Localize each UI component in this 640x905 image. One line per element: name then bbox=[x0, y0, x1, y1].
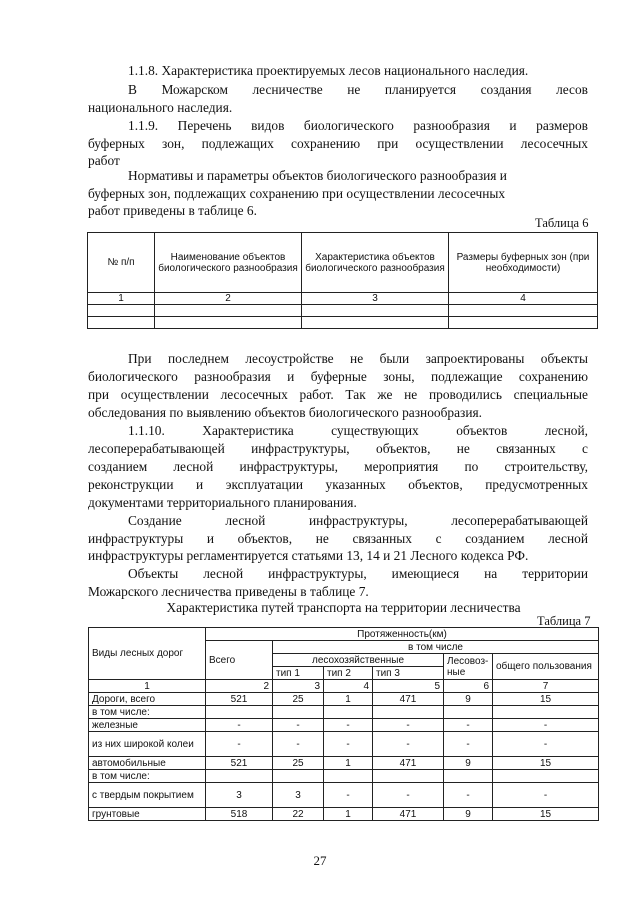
table-row bbox=[89, 757, 599, 770]
table7-h-length: Протяженность(км) bbox=[206, 628, 599, 641]
length-cell: 1 bbox=[324, 693, 373, 706]
table7-h-total: Всего bbox=[206, 641, 273, 680]
length-cell: 9 bbox=[444, 693, 493, 706]
length-cell: - bbox=[444, 783, 493, 808]
sec1110-line1: 1.1.10. Характеристика существующих объектов лесной, bbox=[128, 423, 588, 438]
table6-index-row bbox=[88, 293, 598, 305]
length-cell bbox=[273, 706, 324, 719]
table7-h-lesovoz: Лесовоз-ные bbox=[444, 654, 493, 680]
table7-idx: 3 bbox=[273, 680, 324, 693]
sec119-line1: 1.1.9. Перечень видов биологического разнообразия и размеров bbox=[128, 118, 588, 133]
sec1110-line2: лесоперерабатывающей инфраструктуры, объектов, не связанных с bbox=[88, 441, 588, 456]
length-cell: - bbox=[324, 719, 373, 732]
length-cell: 1 bbox=[324, 757, 373, 770]
sec1110-line4: реконструкции и эксплуатации указанных объектов, предусмотренных bbox=[88, 477, 588, 492]
creation-line1: Создание лесной инфраструктуры, лесоперерабатывающей bbox=[128, 513, 588, 528]
length-cell: 15 bbox=[493, 808, 599, 821]
length-cell bbox=[324, 770, 373, 783]
length-cell: 471 bbox=[373, 757, 444, 770]
length-cell: - bbox=[493, 783, 599, 808]
table-row bbox=[89, 693, 599, 706]
road-kind-cell: с твердым покрытием bbox=[89, 783, 206, 808]
length-cell bbox=[273, 770, 324, 783]
road-kind-cell: Дороги, всего bbox=[89, 693, 206, 706]
road-kind-cell: грунтовые bbox=[89, 808, 206, 821]
sec118-line3: национального наследия. bbox=[88, 100, 233, 115]
length-cell bbox=[373, 770, 444, 783]
table7-idx: 4 bbox=[324, 680, 373, 693]
sec119-line3: работ bbox=[88, 153, 120, 168]
length-cell bbox=[493, 770, 599, 783]
length-cell bbox=[444, 706, 493, 719]
inventory-line3: при осуществлении лесосечных работ. Так же не проводились специальные bbox=[88, 387, 588, 402]
table6-h-name: Наименование объектов биологического разнообразия bbox=[155, 233, 302, 293]
road-kind-cell: в том числе: bbox=[89, 706, 206, 719]
length-cell: 521 bbox=[206, 757, 273, 770]
road-kind-cell: из них широкой колеи bbox=[89, 732, 206, 757]
length-cell: - bbox=[373, 783, 444, 808]
length-cell: 471 bbox=[373, 808, 444, 821]
length-cell: - bbox=[206, 719, 273, 732]
table7-h-type3: тип 3 bbox=[373, 667, 444, 680]
table7-h-forestry: лесохозяйственные bbox=[273, 654, 444, 667]
inventory-line4: обследования по выявлению объектов биологического разнообразия. bbox=[88, 405, 483, 420]
length-cell: - bbox=[324, 783, 373, 808]
creation-line3: инфраструктуры регламентируется статьями 13, 14 и 21 Лесного кодекса РФ. bbox=[88, 548, 529, 563]
length-cell: - bbox=[493, 732, 599, 757]
length-cell: 3 bbox=[206, 783, 273, 808]
length-cell bbox=[324, 706, 373, 719]
table7-header-row1 bbox=[89, 628, 599, 641]
sec119-line2: буферных зон, подлежащих сохранению при осуществлении лесосечных bbox=[88, 136, 588, 151]
table7-h-common: общего пользования bbox=[493, 654, 599, 680]
creation-line2: инфраструктуры и объектов, не связанных с созданием лесной bbox=[88, 531, 588, 546]
length-cell: 518 bbox=[206, 808, 273, 821]
length-cell: 15 bbox=[493, 757, 599, 770]
table-row bbox=[89, 719, 599, 732]
table6-idx-4: 4 bbox=[449, 293, 598, 305]
table-row bbox=[89, 808, 599, 821]
length-cell bbox=[206, 706, 273, 719]
inventory-line1: При последнем лесоустройстве не были запроектированы объекты bbox=[128, 351, 588, 366]
length-cell bbox=[493, 706, 599, 719]
length-cell: 15 bbox=[493, 693, 599, 706]
table-row bbox=[89, 770, 599, 783]
length-cell bbox=[444, 770, 493, 783]
table7-label: Таблица 7 bbox=[537, 614, 591, 628]
table6-idx-2: 2 bbox=[155, 293, 302, 305]
length-cell: - bbox=[493, 719, 599, 732]
length-cell: 9 bbox=[444, 757, 493, 770]
sec1110-line3: созданием лесной инфраструктуры, мероприятия по строительству, bbox=[88, 459, 588, 474]
sec118-line2: В Можарском лесничестве не планируется создания лесов bbox=[128, 82, 588, 97]
length-cell: - bbox=[324, 732, 373, 757]
table6-header-row bbox=[88, 233, 598, 293]
table6-idx-1: 1 bbox=[88, 293, 155, 305]
length-cell: 1 bbox=[324, 808, 373, 821]
table7-idx: 6 bbox=[444, 680, 493, 693]
table-6 bbox=[87, 232, 598, 329]
length-cell: 22 bbox=[273, 808, 324, 821]
length-cell: - bbox=[206, 732, 273, 757]
length-cell: 25 bbox=[273, 757, 324, 770]
table7-body bbox=[89, 693, 599, 821]
sec1110-line5: документами территориального планирования. bbox=[88, 495, 357, 510]
road-kind-cell: в том числе: bbox=[89, 770, 206, 783]
length-cell: - bbox=[273, 732, 324, 757]
table6-label: Таблица 6 bbox=[535, 216, 589, 230]
length-cell: 3 bbox=[273, 783, 324, 808]
length-cell: - bbox=[373, 719, 444, 732]
length-cell: 25 bbox=[273, 693, 324, 706]
length-cell: 471 bbox=[373, 693, 444, 706]
table7-title: Характеристика путей транспорта на территории лесничества bbox=[166, 600, 521, 615]
sec118-line1: 1.1.8. Характеристика проектируемых лесов национального наследия. bbox=[128, 63, 529, 78]
table6-idx-3: 3 bbox=[302, 293, 449, 305]
table-7 bbox=[88, 627, 599, 821]
table-row bbox=[89, 706, 599, 719]
length-cell: - bbox=[373, 732, 444, 757]
table7-idx: 1 bbox=[89, 680, 206, 693]
table6-h-num: № п/п bbox=[88, 233, 155, 293]
length-cell: - bbox=[273, 719, 324, 732]
inventory-line2: биологического разнообразия и буферные зоны, подлежащие сохранению bbox=[88, 369, 588, 384]
road-kind-cell: автомобильные bbox=[89, 757, 206, 770]
table-row bbox=[89, 732, 599, 757]
table7-idx: 7 bbox=[493, 680, 599, 693]
length-cell bbox=[206, 770, 273, 783]
norms-line1: Нормативы и параметры объектов биологического разнообразия и bbox=[128, 168, 507, 183]
page-number: 27 bbox=[313, 853, 327, 868]
table7-index-row bbox=[89, 680, 599, 693]
length-cell bbox=[373, 706, 444, 719]
length-cell: 9 bbox=[444, 808, 493, 821]
table7-h-kind: Виды лесных дорог bbox=[89, 628, 206, 680]
objects-line2: Можарского лесничества приведены в таблице 7. bbox=[88, 584, 369, 599]
table7-idx: 2 bbox=[206, 680, 273, 693]
table7-h-type2: тип 2 bbox=[324, 667, 373, 680]
table6-empty-row bbox=[88, 317, 598, 329]
length-cell: 521 bbox=[206, 693, 273, 706]
length-cell: - bbox=[444, 732, 493, 757]
table7-h-incl: в том числе bbox=[273, 641, 599, 654]
length-cell: - bbox=[444, 719, 493, 732]
norms-line3: работ приведены в таблице 6. bbox=[88, 203, 257, 218]
objects-line1: Объекты лесной инфраструктуры, имеющиеся на территории bbox=[128, 566, 588, 581]
table-row bbox=[89, 783, 599, 808]
table7-idx: 5 bbox=[373, 680, 444, 693]
table7-h-type1: тип 1 bbox=[273, 667, 324, 680]
table6-h-char: Характеристика объектов биологического разнообразия bbox=[302, 233, 449, 293]
norms-line2: буферных зон, подлежащих сохранению при осуществлении лесосечных bbox=[88, 186, 506, 201]
road-kind-cell: железные bbox=[89, 719, 206, 732]
table6-empty-row bbox=[88, 305, 598, 317]
table6-h-size: Размеры буферных зон (при необходимости) bbox=[449, 233, 598, 293]
